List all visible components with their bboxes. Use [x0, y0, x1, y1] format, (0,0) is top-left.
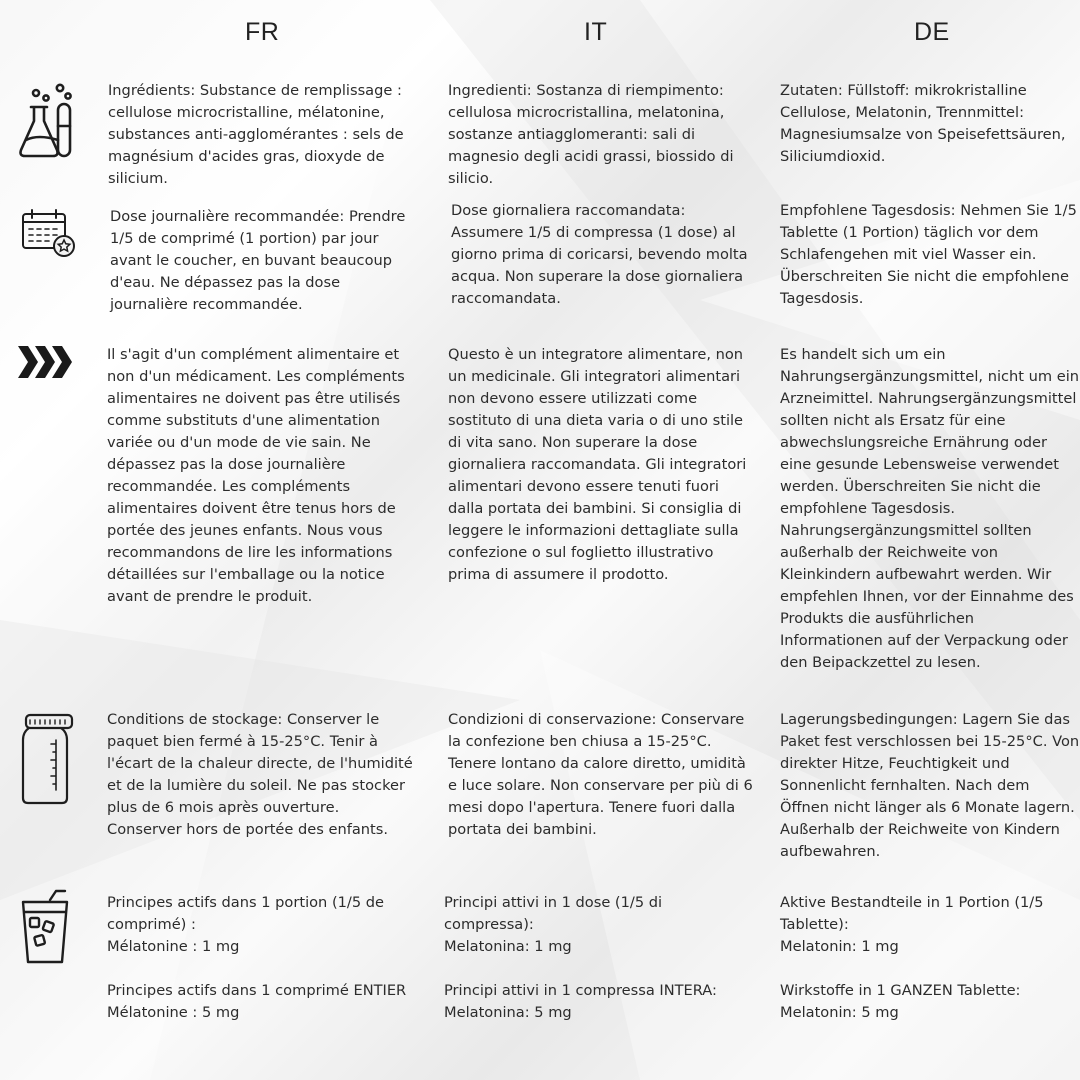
actives-whole-text-it: Principi attivi in 1 compressa INTERA: Melatonina: 5 mg	[444, 982, 717, 1021]
storage-text-de: Lagerungsbedingungen: Lagern Sie das Paket fest verschlossen bei 15-25°C. Von direkter Hitze, Feuchtigkeit und Sonnenlicht fernhalten. Nach dem Öffnen nicht länger als 6 Monate lagern. Außerhalb der Reichweite von Kindern aufbewahren.	[780, 711, 1080, 860]
actives-portion-text-it: Principi attivi in 1 dose (1/5 di compressa): Melatonina: 1 mg	[444, 894, 663, 955]
column-header-it: IT	[584, 18, 608, 46]
ingredients-text-it: Ingredienti: Sostanza di riempimento: cellulosa microcristallina, melatonina, sostanze antiagglomeranti: sali di magnesio degli acidi grassi, biossido di silicio.	[448, 82, 734, 187]
drink-glass-icon	[20, 888, 72, 966]
dose-text-de: Empfohlene Tagesdosis: Nehmen Sie 1/5 Tablette (1 Portion) täglich vor dem Schlafengehen mit viel Wasser ein. Überschreiten Sie nicht die empfohlene Tagesdosis.	[780, 202, 1077, 307]
storage-text-fr: Conditions de stockage: Conserver le paquet bien fermé à 15-25°C. Tenir à l'écart de la chaleur directe, de l'humidité et de la lumière du soleil. Ne pas stocker plus de 6 mois après ouverture. Conserver hors de portée des enfants.	[107, 711, 413, 838]
chevrons-right-icon	[18, 346, 74, 378]
column-header-fr: FR	[245, 18, 280, 46]
supplement-text-de: Es handelt sich um ein Nahrungsergänzungsmittel, nicht um ein Arzneimittel. Nahrungsergänzungsmittel sollten nicht als Ersatz für eine abwechslungsreiche Ernährung oder eine gesunde Lebensweise verwendet werden. Überschreiten Sie nicht die empfohlene Tagesdosis. Nahrungsergänzungsmittel sollten außerhalb der Reichweite von Kleinkindern aufbewahrt werden. Wir empfehlen Ihnen, vor der Einnahme des Produkts die ausführlichen Informationen auf der Verpackung oder den Beipackzettel zu lesen.	[780, 346, 1080, 671]
ingredients-text-de: Zutaten: Füllstoff: mikrokristalline Cellulose, Melatonin, Trennmittel: Magnesiumsalze von Speisefettsäuren, Siliciumdioxid.	[780, 82, 1066, 165]
actives-portion-text-fr: Principes actifs dans 1 portion (1/5 de comprimé) : Mélatonine : 1 mg	[107, 894, 385, 955]
supplement-text-fr: Il s'agit d'un complément alimentaire et non d'un médicament. Les compléments alimentaires ne doivent pas être utilisés comme substituts d'une alimentation variée ou d'un mode de vie sain. Ne dépassez pas la dose journalière recommandée. Les compléments alimentaires doivent être tenus hors de portée des jeunes enfants. Nous vous recommandons de lire les informations détaillées sur l'emballage ou la notice avant de prendre le produit.	[107, 346, 405, 605]
actives-portion-text-de: Aktive Bestandteile in 1 Portion (1/5 Tablette): Melatonin: 1 mg	[780, 894, 1044, 955]
actives-whole-text-de: Wirkstoffe in 1 GANZEN Tablette: Melatonin: 5 mg	[780, 982, 1021, 1021]
actives-whole-text-fr: Principes actifs dans 1 comprimé ENTIER Mélatonine : 5 mg	[107, 982, 407, 1021]
calendar-star-icon	[20, 208, 78, 260]
ingredients-text-fr: Ingrédients: Substance de remplissage : cellulose microcristalline, mélatonine, substances anti-agglomérantes : sels de magnésium d'acides gras, dioxyde de silicium.	[108, 82, 404, 187]
dose-text-it: Dose giornaliera raccomandata: Assumere 1/5 di compressa (1 dose) al giorno prima di coricarsi, bevendo molta acqua. Non superare la dose giornaliera raccomandata.	[451, 202, 748, 307]
storage-text-it: Condizioni di conservazione: Conservare la confezione ben chiusa a 15-25°C. Tenere lontano da calore diretto, umidità e luce solare. Non conservare per più di 6 mesi dopo l'apertura. Tenere fuori dalla portata dei bambini.	[448, 711, 753, 838]
storage-bottle-icon	[20, 712, 78, 806]
column-header-de: DE	[914, 18, 950, 46]
supplement-text-it: Questo è un integratore alimentare, non un medicinale. Gli integratori alimentari non devono essere utilizzati come sostituto di una dieta varia o di uno stile di vita sano. Non superare la dose giornaliera raccomandata. Gli integratori alimentari devono essere tenuti fuori dalla portata dei bambini. Si consiglia di leggere le informazioni dettagliate sulla confezione o sul foglietto illustrativo prima di assumere il prodotto.	[448, 346, 747, 583]
lab-flask-icon	[16, 82, 76, 162]
dose-text-fr: Dose journalière recommandée: Prendre 1/5 de comprimé (1 portion) par jour avant le coucher, en buvant beaucoup d'eau. Ne dépassez pas la dose journalière recommandée.	[110, 208, 406, 313]
